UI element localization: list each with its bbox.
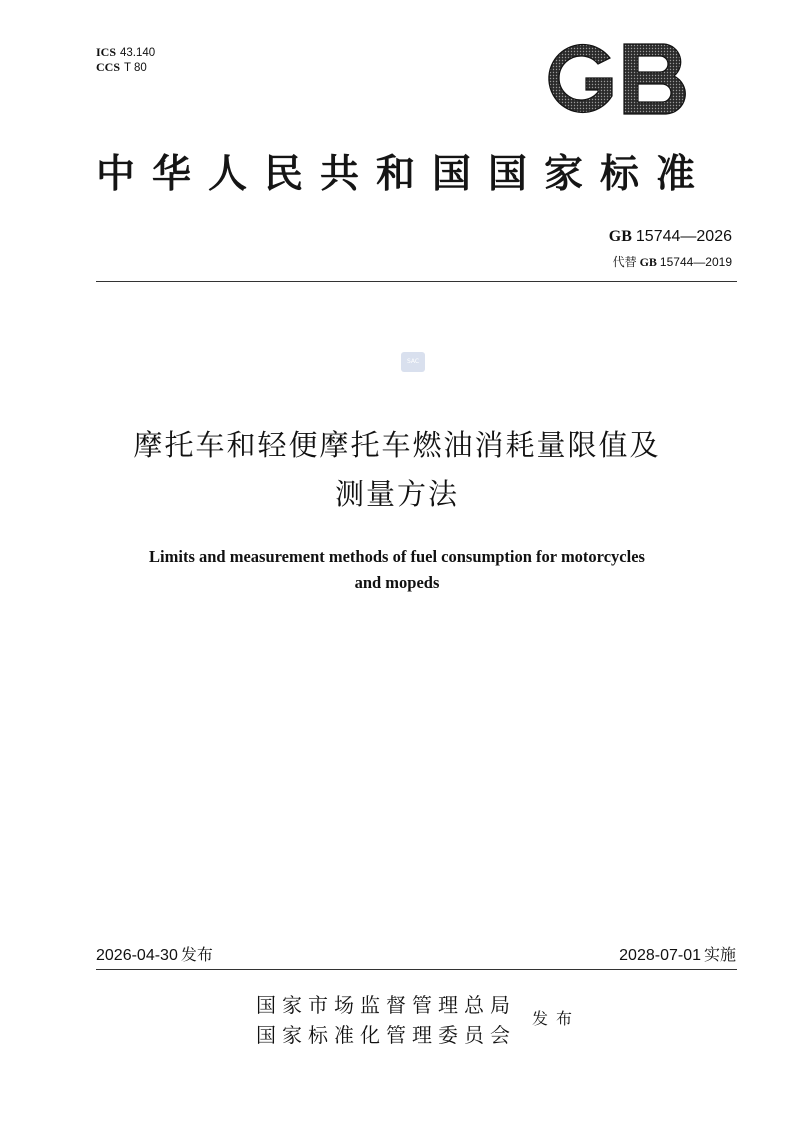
title-english-line2: and mopeds — [354, 573, 440, 592]
replace-label: 代替 — [612, 255, 637, 269]
replaces-standard — [613, 254, 732, 270]
ics-value: 43.140 — [120, 47, 156, 59]
header-divider — [96, 281, 737, 282]
title-chinese-line1: 摩托车和轻便摩托车燃油消耗量限值及 — [133, 428, 661, 462]
publish-label: 发布 — [532, 1009, 581, 1028]
title-chinese-line2: 测量方法 — [334, 477, 459, 511]
title-english-line1: Limits and measurement methods of fuel consumption for motorcycles — [149, 547, 645, 566]
sac-watermark: SAC — [401, 352, 425, 372]
ccs-value: T 80 — [124, 62, 147, 74]
footer-divider — [96, 969, 737, 970]
ccs-label: CCS — [96, 60, 121, 74]
national-standard-title: 中华人民共和国国家标准 — [96, 151, 713, 197]
standard-number — [609, 227, 732, 247]
issue-date — [96, 944, 213, 967]
standard-prefix: GB — [608, 228, 632, 245]
ics-code — [96, 45, 155, 60]
ics-label: ICS — [96, 45, 117, 59]
replace-prefix: GB — [639, 255, 657, 269]
issue-date-value: 2026-04-30 — [96, 947, 178, 964]
gb-logo — [540, 38, 692, 120]
standard-number-value: 15744—2026 — [635, 228, 732, 245]
implementation-label: 实施 — [703, 945, 736, 964]
implementation-date — [619, 944, 736, 967]
ccs-code — [96, 60, 147, 75]
issue-label: 发布 — [180, 945, 213, 964]
publisher-agency-1: 国家市场监督管理总局 — [256, 993, 516, 1017]
implementation-date-value: 2028-07-01 — [619, 947, 701, 964]
publisher-agency-2: 国家标准化管理委员会 — [256, 1023, 516, 1047]
replace-number: 15744—2019 — [659, 255, 732, 269]
